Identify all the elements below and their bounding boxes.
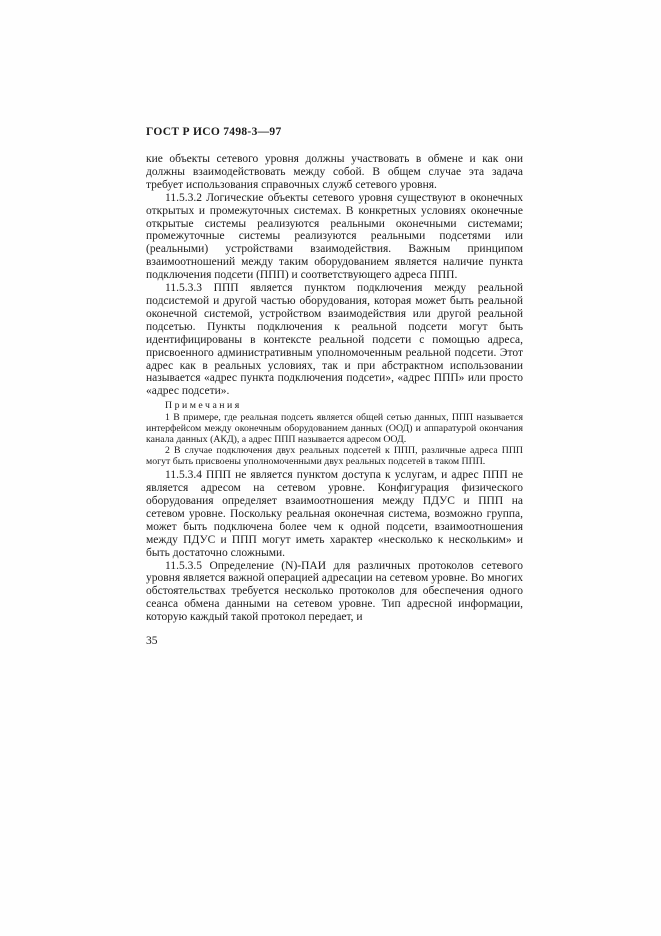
paragraph-11-5-3-2: 11.5.3.2 Логические объекты сетевого уровня существуют в оконечных открытых и промежуточных системах. В конкретных условиях оконечные открытые системы реализуются реальными оконечными системами; промежуточные системы реализуются реальными подсетями или (реальными) устройствами взаимодействия. Важным принципом взаимоотношений между таким оборудованием является наличие пункта подключения подсети (ППП) и соответствующего адреса ППП. bbox=[146, 191, 523, 282]
text-block bbox=[146, 126, 523, 659]
page-number: 35 bbox=[146, 635, 158, 648]
paragraph-11-5-3-3: 11.5.3.3 ППП является пунктом подключения между реальной подсистемой и другой частью оборудования, которая может быть реальной оконечной системой, устройством взаимодействия или другой реальной подсетью. Пункты подключения к реальной подсети могут быть идентифицированы в контексте реальной подсети с помощью адреса, присвоенного административным уполномоченным реальной подсети. Этот адрес как в реальных условиях, так и при абстрактном использовании называется «адрес пункта подключения подсети», «адрес ППП» или просто «адрес подсети». bbox=[146, 282, 523, 398]
notes-section bbox=[146, 400, 523, 467]
notes-heading: Примечания bbox=[165, 400, 242, 412]
note-1: 1 В примере, где реальная подсеть является общей сетью данных, ППП называется интерфейсом между оконечным оборудованием данных (ООД) и аппаратурой окончания канала данных (АКД), а адрес ППП называется адресом ООД. bbox=[146, 412, 523, 446]
note-2: 2 В случае подключения двух реальных подсетей к ППП, различные адреса ППП могут быть присвоены уполномоченными двух реальных подсетей в таком ППП. bbox=[146, 445, 523, 468]
paragraph-11-5-3-4: 11.5.3.4 ППП не является пунктом доступа к услугам, и адрес ППП не является адресом на сетевом уровне. Конфигурация физического оборудования определяет взаимоотношения между ПДУС и ППП на сетевом уровне. Поскольку реальная оконечная система, возможно группа, может быть подключена более чем к одной подсети, взаимоотношения между ПДУС и ППП могут иметь характер «несколько к нескольким» и быть достаточно сложными. bbox=[146, 469, 523, 559]
document-header: ГОСТ Р ИСО 7498-3—97 bbox=[146, 126, 282, 138]
paragraph-continuation: кие объекты сетевого уровня должны участвовать в обмене и как они должны взаимодействовать между собой. В общем случае эта задача требует использования справочных служб сетевого уровня. bbox=[146, 153, 523, 191]
paragraph-11-5-3-5: 11.5.3.5 Определение (N)-ПАИ для различных протоколов сетевого уровня является важной операцией адресации на сетевом уровне. Во многих обстоятельствах требуется несколько протоколов для обеспечения одного сеанса обмена данными на сетевом уровне. Тип адресной информации, которую каждый такой протокол передает, и bbox=[146, 559, 523, 624]
